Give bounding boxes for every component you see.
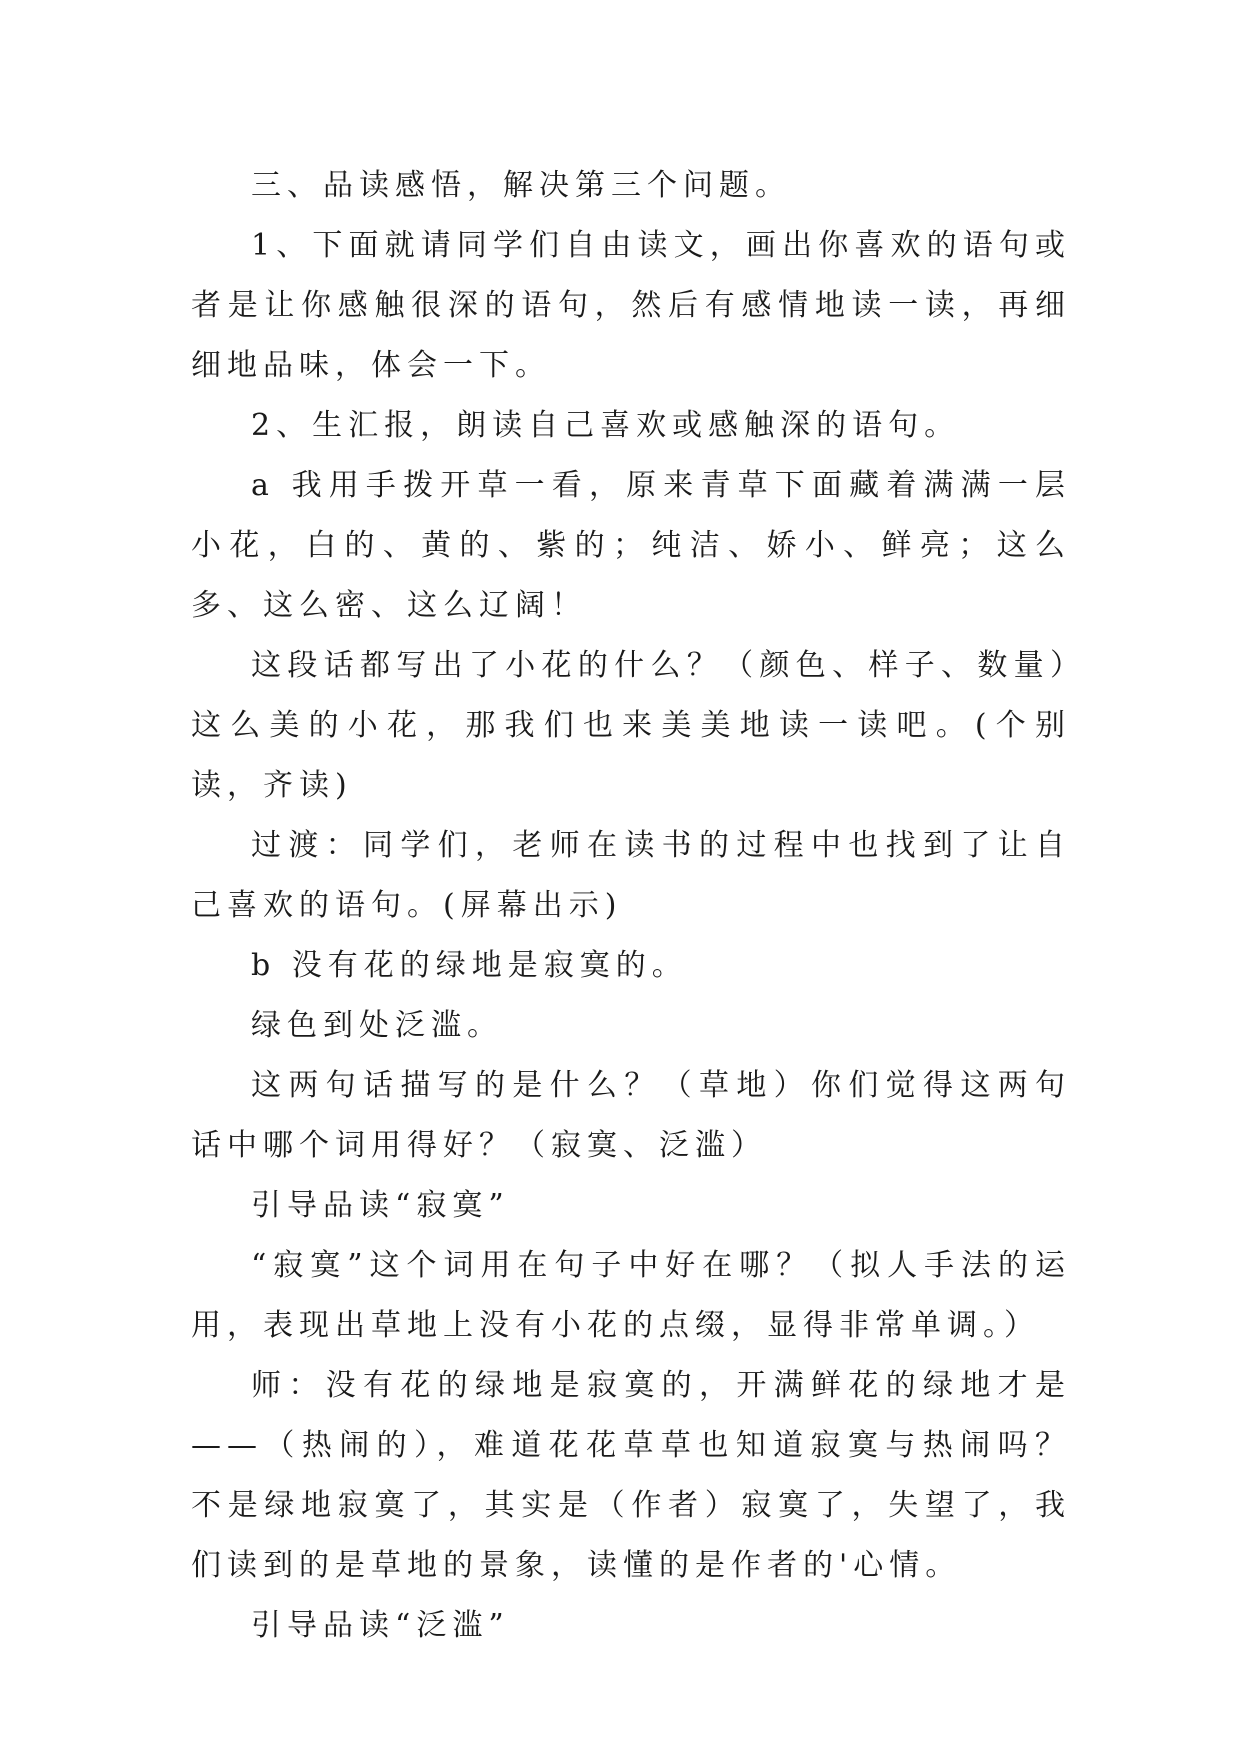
quote-a: a 我用手拨开草一看，原来青草下面藏着满满一层小花，白的、黄的、紫的；纯洁、娇小、鲜亮；这么多、这么密、这么辽阔！ — [191, 468, 1071, 623]
paragraph-teacher: 师：没有花的绿地是寂寞的，开满鲜花的绿地才是——（热闹的），难道花花草草也知道寂寞与热闹吗？不是绿地寂寞了，其实是（作者）寂寞了，失望了，我们读到的是草地的景象，读懂的是作者的'心情。 — [191, 1368, 1071, 1583]
paragraph-step-2: 2、生汇报，朗读自己喜欢或感触深的语句。 — [251, 408, 961, 443]
quote-b-line-1: b 没有花的绿地是寂寞的。 — [251, 948, 688, 983]
document-page — [191, 156, 1071, 1656]
section-heading: 三、品读感悟，解决第三个问题。 — [251, 168, 791, 203]
paragraph-question-grass: 这两句话描写的是什么？（草地）你们觉得这两句话中哪个词用得好？（寂寞、泛滥） — [191, 1068, 1071, 1163]
paragraph-question-flowers: 这段话都写出了小花的什么？（颜色、样子、数量）这么美的小花，那我们也来美美地读一读吧。(个别读，齐读) — [191, 648, 1071, 803]
paragraph-transition: 过渡：同学们，老师在读书的过程中也找到了让自己喜欢的语句。(屏幕出示) — [191, 828, 1071, 923]
paragraph-jimo-analysis: “寂寞”这个词用在句子中好在哪？（拟人手法的运用，表现出草地上没有小花的点缀，显得非常单调。） — [191, 1248, 1071, 1343]
subheading-fanlan: 引导品读“泛滥” — [251, 1608, 510, 1643]
paragraph-step-1: 1、下面就请同学们自由读文，画出你喜欢的语句或者是让你感触很深的语句，然后有感情地读一读，再细细地品味，体会一下。 — [191, 228, 1071, 383]
quote-b-line-2: 绿色到处泛滥。 — [251, 1008, 503, 1043]
subheading-jimo: 引导品读“寂寞” — [251, 1188, 510, 1223]
